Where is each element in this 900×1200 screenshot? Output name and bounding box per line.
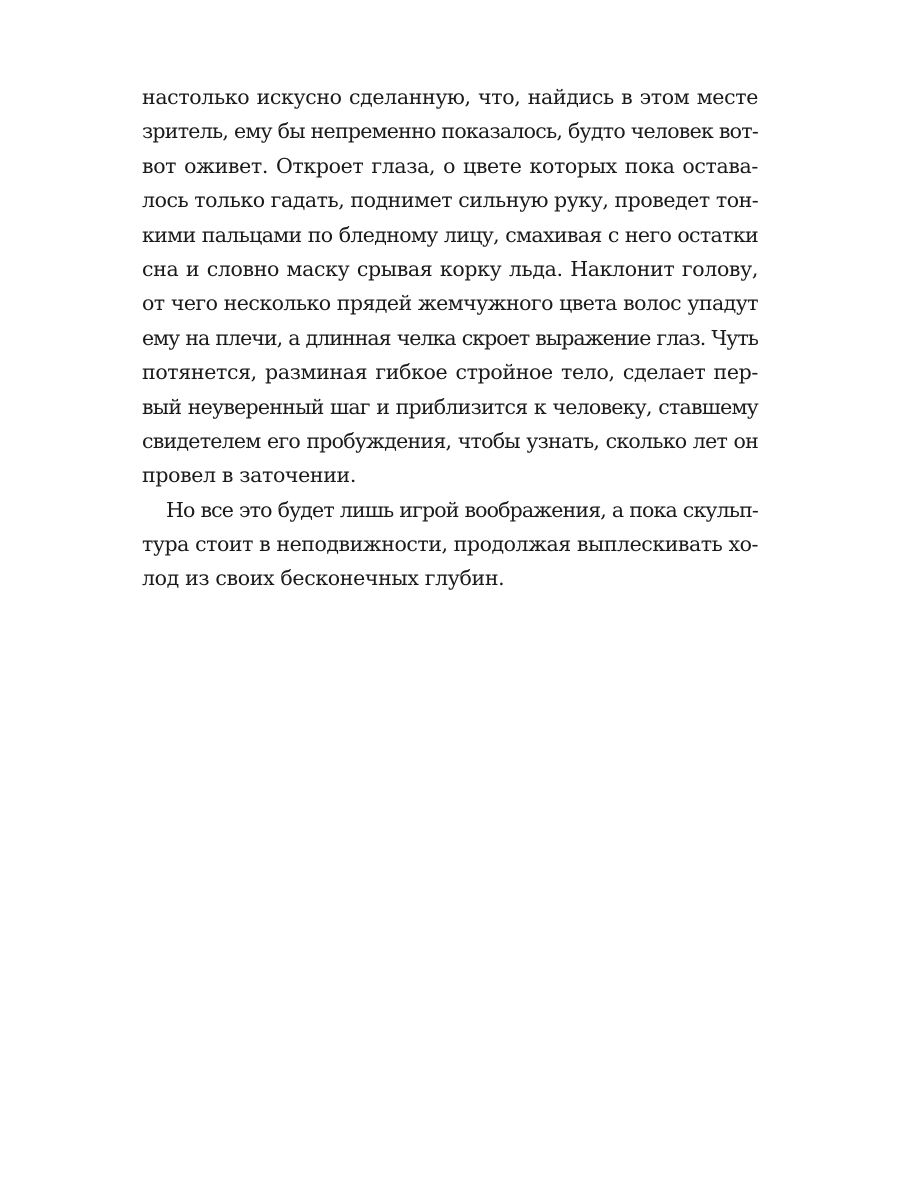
text-line: тура стоит в неподвижности, продолжая выплескивать хо- [142,532,758,557]
body-text [142,80,758,596]
text-line: ему на плечи, а длинная челка скроет выражение глаз. Чуть [142,325,758,350]
text-line: Но все это будет лишь игрой воображения, а пока скульп- [166,497,758,522]
text-line: провел в заточении. [142,463,357,488]
text-line: вый неуверенный шаг и приблизится к человеку, ставшему [142,394,758,419]
text-line: свидетелем его пробуждения, чтобы узнать, сколько лет он [142,428,758,453]
text-line: от чего несколько прядей жемчужного цвета волос упадут [142,291,758,316]
text-line: вот оживет. Откроет глаза, о цвете которых пока остава- [142,153,758,178]
text-line: лось только гадать, поднимет сильную руку, проведет тон- [142,188,759,213]
text-line: лод из своих бесконечных глубин. [142,566,505,591]
text-line: кими пальцами по бледному лицу, смахивая с него остатки [142,222,758,247]
text-line: настолько искусно сделанную, что, найдись в этом месте [142,85,758,109]
text-line: потянется, разминая гибкое стройное тело, сделает пер- [142,360,758,385]
text-line: сна и словно маску срывая корку льда. Наклонит голову, [142,256,758,281]
paragraph [142,493,758,596]
paragraph [142,80,758,493]
text-line: зритель, ему бы непременно показалось, будто человек вот- [142,119,758,144]
